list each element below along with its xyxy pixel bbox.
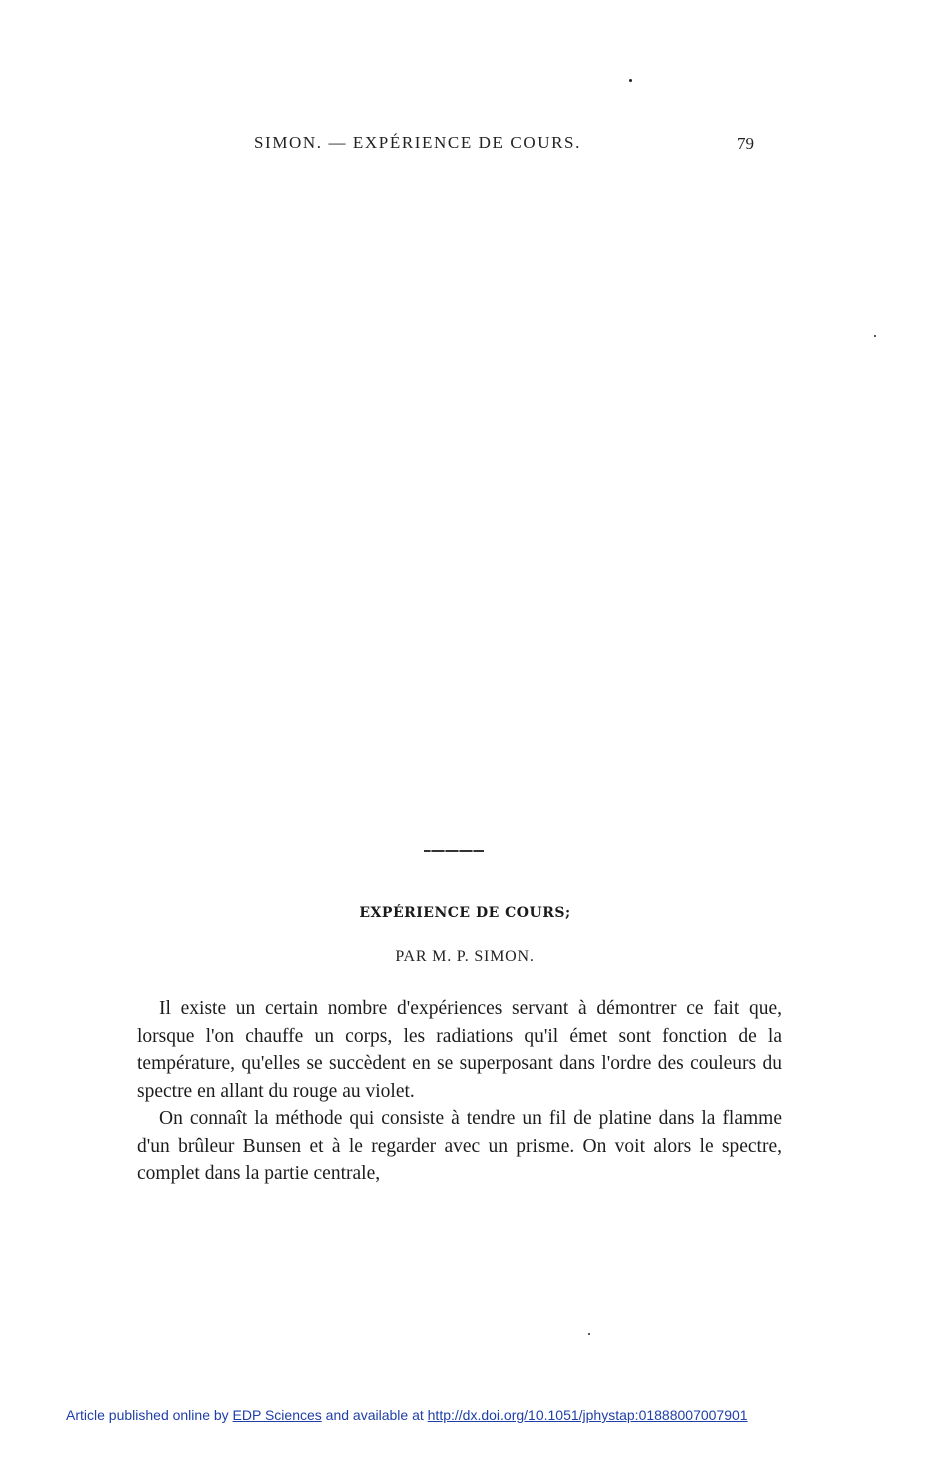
scan-speck [874,335,876,337]
article-title-row [0,905,930,921]
body-paragraph: Il existe un certain nombre d'expériences servant à démontrer ce fait que, lorsque l'on chauffe un corps, les radiations qu'il émet sont fonction de la température, qu'elles se succèdent en se superposant dans l'ordre des couleurs du spectre en allant du rouge au violet. [137,998,782,1102]
edp-sciences-link[interactable]: EDP Sciences [232,1407,322,1423]
footer-prefix: Article published online by [66,1407,233,1423]
body-paragraph: On connaît la méthode qui consiste à tendre un fil de platine dans la flamme d'un brûleur Bunsen et à le regarder avec un prisme. On voit alors le spectre, complet dans la partie centrale, [137,1108,782,1184]
page-number: 79 [737,134,754,153]
footer-middle: and available at [321,1407,428,1423]
doi-link[interactable]: http://dx.doi.org/10.1051/jphystap:01888007007901 [427,1407,748,1423]
article-byline: PAR M. P. SIMON. [395,948,535,965]
publication-footer [66,1407,748,1423]
article-title: EXPÉRIENCE DE COURS; [359,905,571,921]
scan-speck [629,79,632,82]
section-divider [424,850,484,852]
running-header-title: SIMON. — EXPÉRIENCE DE COURS. [254,133,581,152]
scan-speck [588,1333,590,1335]
article-body [137,995,782,1188]
